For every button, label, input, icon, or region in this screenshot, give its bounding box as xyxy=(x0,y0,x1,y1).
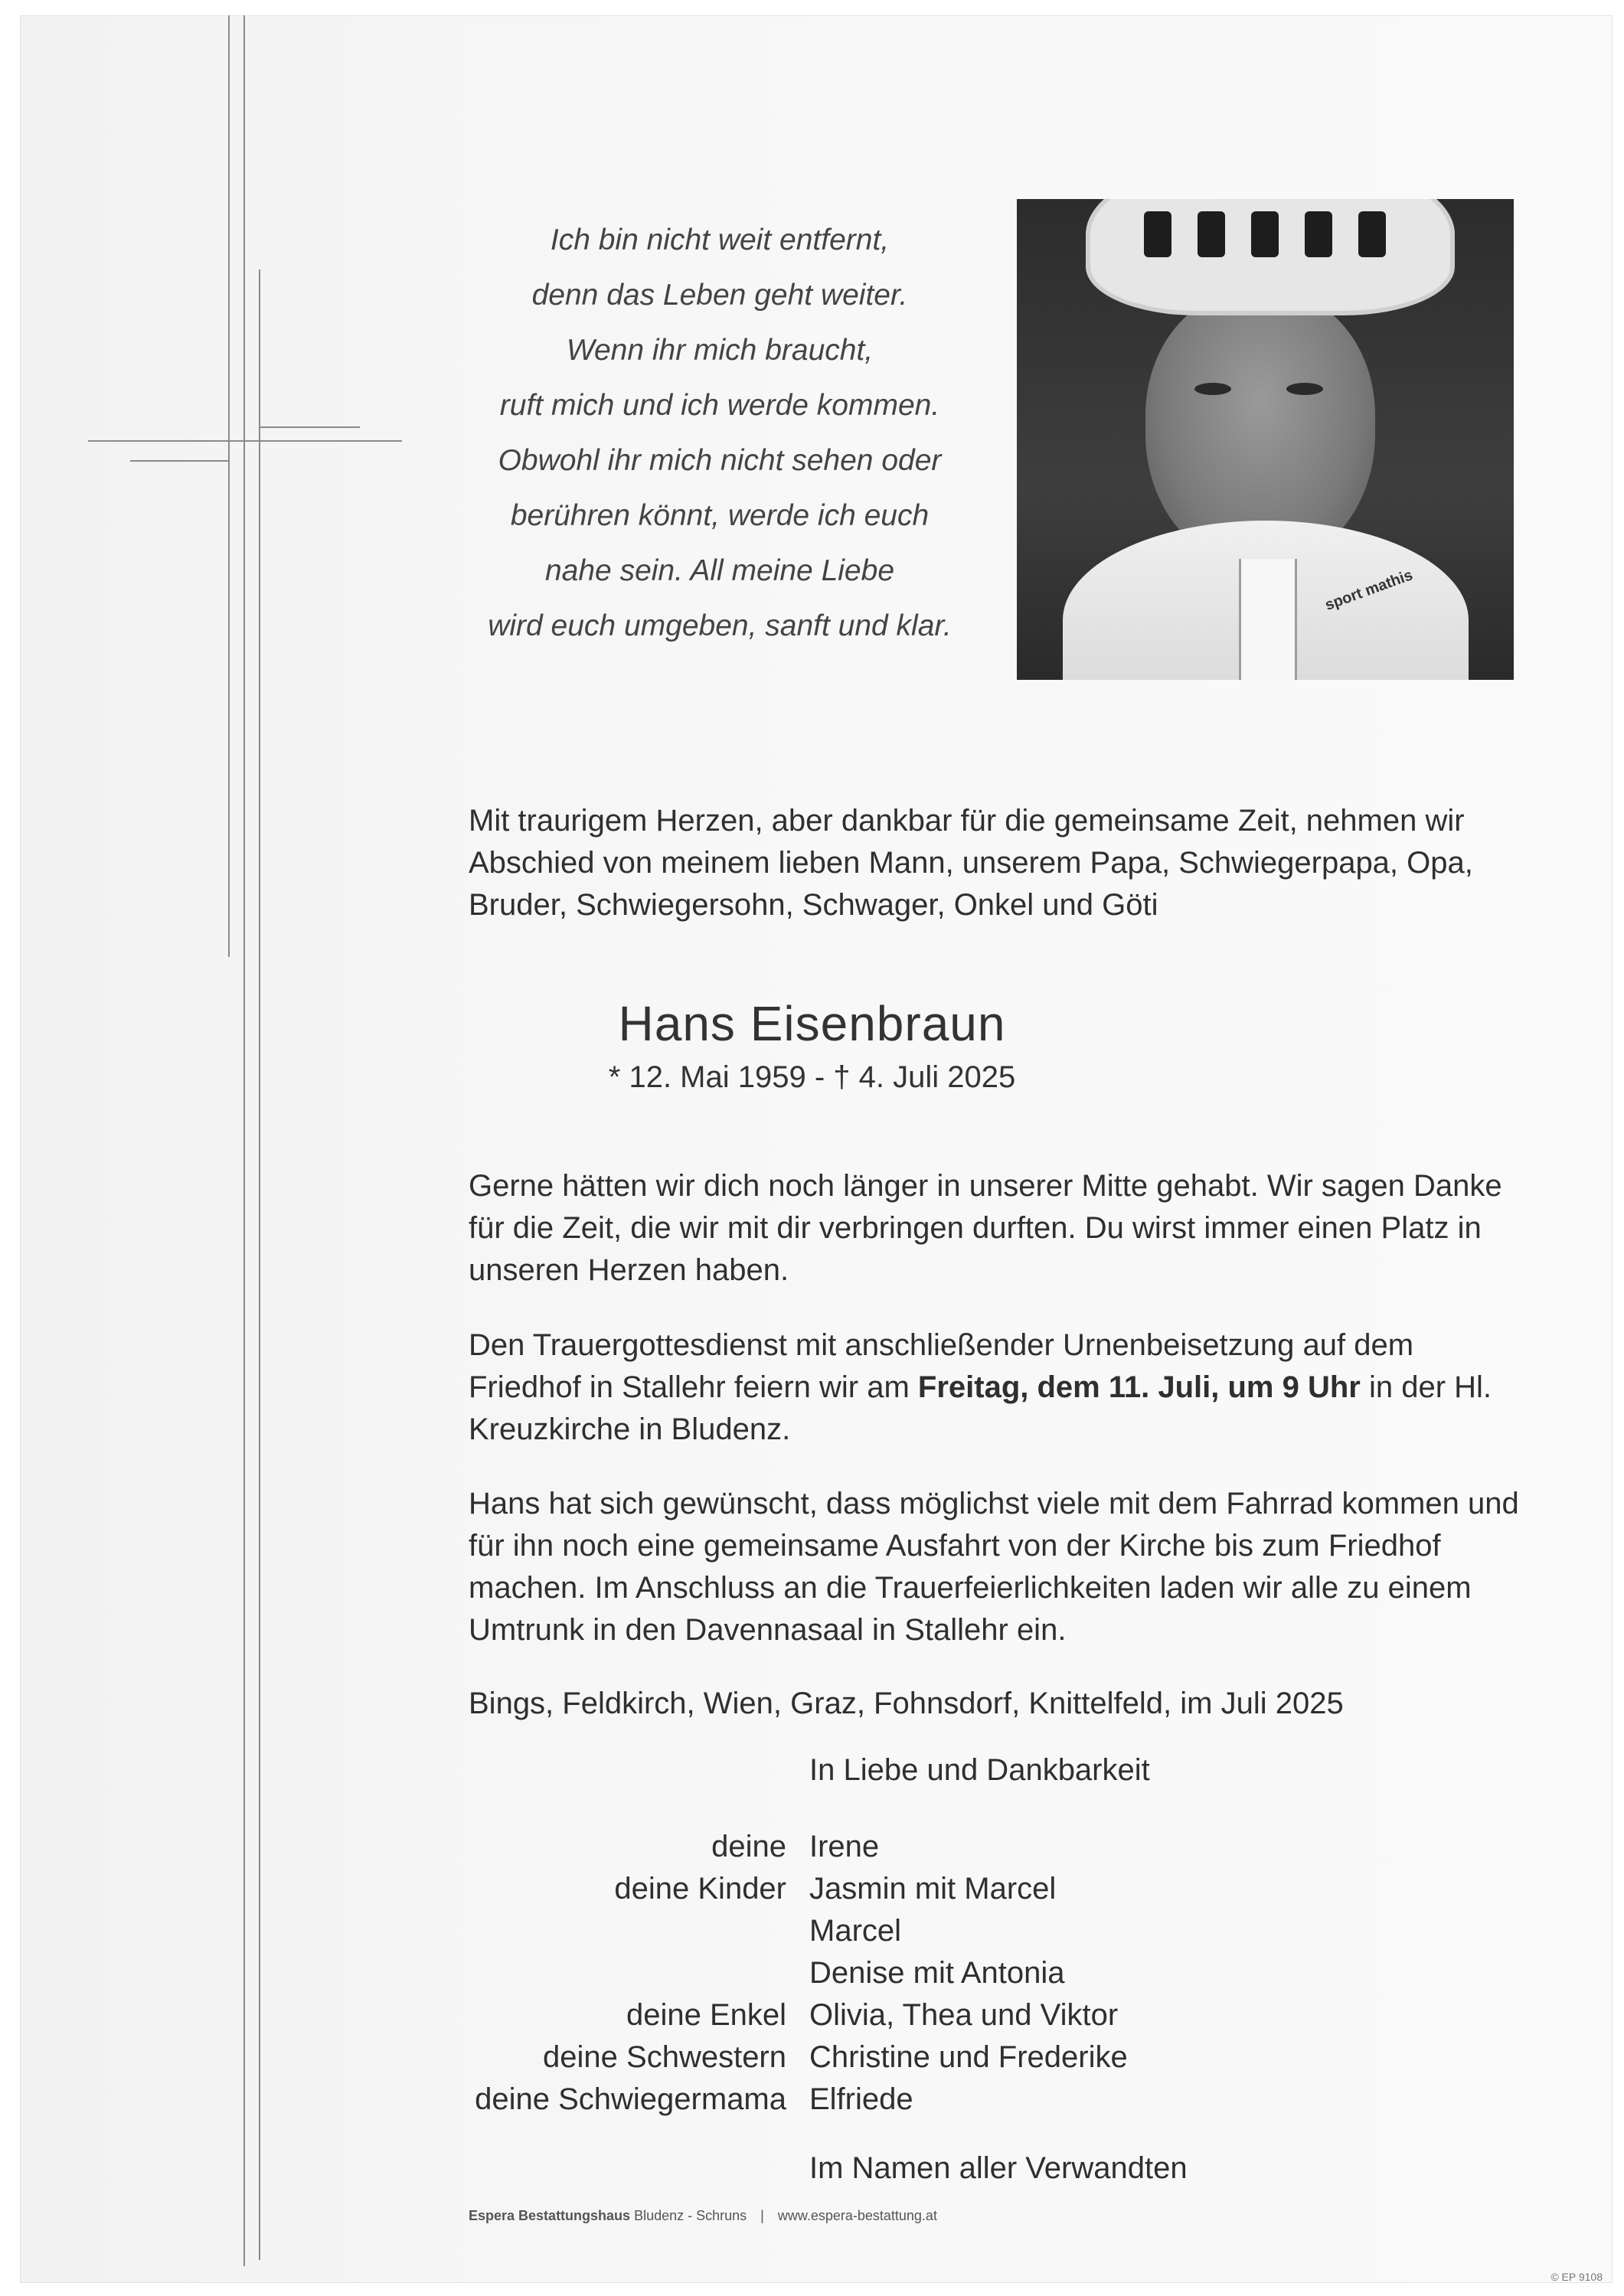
service-before: Den Trauergottesdienst mit anschließender Urnenbeisetzung auf dem Friedhof in Stallehr feiern wir am xyxy=(469,1328,1414,1404)
service-after: in der Hl. Kreuzkirche in Bludenz. xyxy=(469,1370,1492,1446)
relative-row xyxy=(459,2079,1188,2121)
poem-line: Wenn ihr mich braucht, xyxy=(566,334,874,367)
portrait-eye xyxy=(1286,383,1323,395)
relative-row xyxy=(459,1910,1188,1952)
relative-name: Denise mit Antonia xyxy=(809,1956,1065,1990)
document-code: © EP 9108 xyxy=(1550,2271,1603,2283)
relative-label: deine xyxy=(711,1830,786,1863)
closing-line: In Liebe und Dankbarkeit xyxy=(809,1753,1150,1787)
places-date: Bings, Feldkirch, Wien, Graz, Fohnsdorf, Knittelfeld, im Juli 2025 xyxy=(469,1687,1344,1720)
relative-row xyxy=(459,1952,1188,1994)
relative-row xyxy=(459,2036,1188,2079)
jersey-collar xyxy=(1239,559,1297,680)
poem-line: Obwohl ihr mich nicht sehen oder xyxy=(498,444,942,477)
jersey-logo: sport mathis xyxy=(1322,567,1416,614)
helmet xyxy=(1086,199,1455,315)
poem-line: nahe sein. All meine Liebe xyxy=(544,554,895,587)
relative-label xyxy=(459,1952,809,1994)
intro-text: Mit traurigem Herzen, aber dankbar für die gemeinsame Zeit, nehmen wir Abschied von meinem lieben Mann, unserem Papa, Schwiegerpapa, Opa, Bruder, Schwiegersohn, Schwager, Onkel und Göti xyxy=(469,804,1473,922)
poem-line: ruft mich und ich werde kommen. xyxy=(499,389,940,422)
service-text xyxy=(469,1324,1525,1451)
poem-line: denn das Leben geht weiter. xyxy=(531,279,908,312)
wish-text: Hans hat sich gewünscht, dass möglichst viele mit dem Fahrrad kommen und für ihn noch eine gemeinsame Ausfahrt von der Kirche bis zum Friedhof machen. Im Anschluss an die Trauerfeierlichkeiten laden wir alle zu einem Umtrunk in den Davennasaal in Stallehr ein. xyxy=(469,1487,1519,1647)
relative-name: Irene xyxy=(809,1830,880,1863)
relative-name: Jasmin mit Marcel xyxy=(809,1872,1057,1906)
relative-label xyxy=(459,2147,809,2190)
portrait-eye xyxy=(1194,383,1231,395)
relative-name: Olivia, Thea und Viktor xyxy=(809,1998,1119,2032)
footer-company: Espera Bestattungshaus xyxy=(469,2208,631,2223)
relative-label: deine Schwestern xyxy=(543,2040,786,2074)
relative-label: deine Schwiegermama xyxy=(475,2082,786,2116)
relative-name: Elfriede xyxy=(809,2082,913,2116)
relative-label xyxy=(459,1910,809,1952)
poem-line: berühren könnt, werde ich euch xyxy=(510,499,930,532)
all-relatives-line: Im Namen aller Verwandten xyxy=(809,2151,1188,2185)
poem xyxy=(429,213,1011,654)
relative-row xyxy=(459,1826,1188,1868)
deceased-name: Hans Eisenbraun xyxy=(618,996,1006,1051)
footer-website[interactable]: www.espera-bestattung.at xyxy=(777,2208,937,2223)
footer-location: Bludenz - Schruns xyxy=(630,2208,747,2223)
relative-name: Marcel xyxy=(809,1914,902,1948)
relative-row xyxy=(459,1994,1188,2036)
footer-separator: | xyxy=(760,2208,764,2223)
poem-line: wird euch umgeben, sanft und klar. xyxy=(488,609,952,642)
footer xyxy=(469,2208,937,2224)
service-date: Freitag, dem 11. Juli, um 9 Uhr xyxy=(917,1370,1361,1404)
relative-row xyxy=(459,1868,1188,1910)
thanks-text: Gerne hätten wir dich noch länger in unserer Mitte gehabt. Wir sagen Danke für die Zeit, die wir mit dir verbringen durften. Du wirst immer einen Platz in unseren Herzen haben. xyxy=(469,1169,1502,1287)
relative-label: deine Enkel xyxy=(626,1998,786,2032)
relative-name: Christine und Frederike xyxy=(809,2040,1128,2074)
relative-row xyxy=(459,2147,1188,2190)
deceased-dates: * 12. Mai 1959 - † 4. Juli 2025 xyxy=(608,1060,1016,1094)
relative-label: deine Kinder xyxy=(614,1872,786,1906)
poem-line: Ich bin nicht weit entfernt, xyxy=(550,224,890,256)
relatives-list xyxy=(459,1826,1188,2190)
portrait-photo xyxy=(1017,199,1514,680)
